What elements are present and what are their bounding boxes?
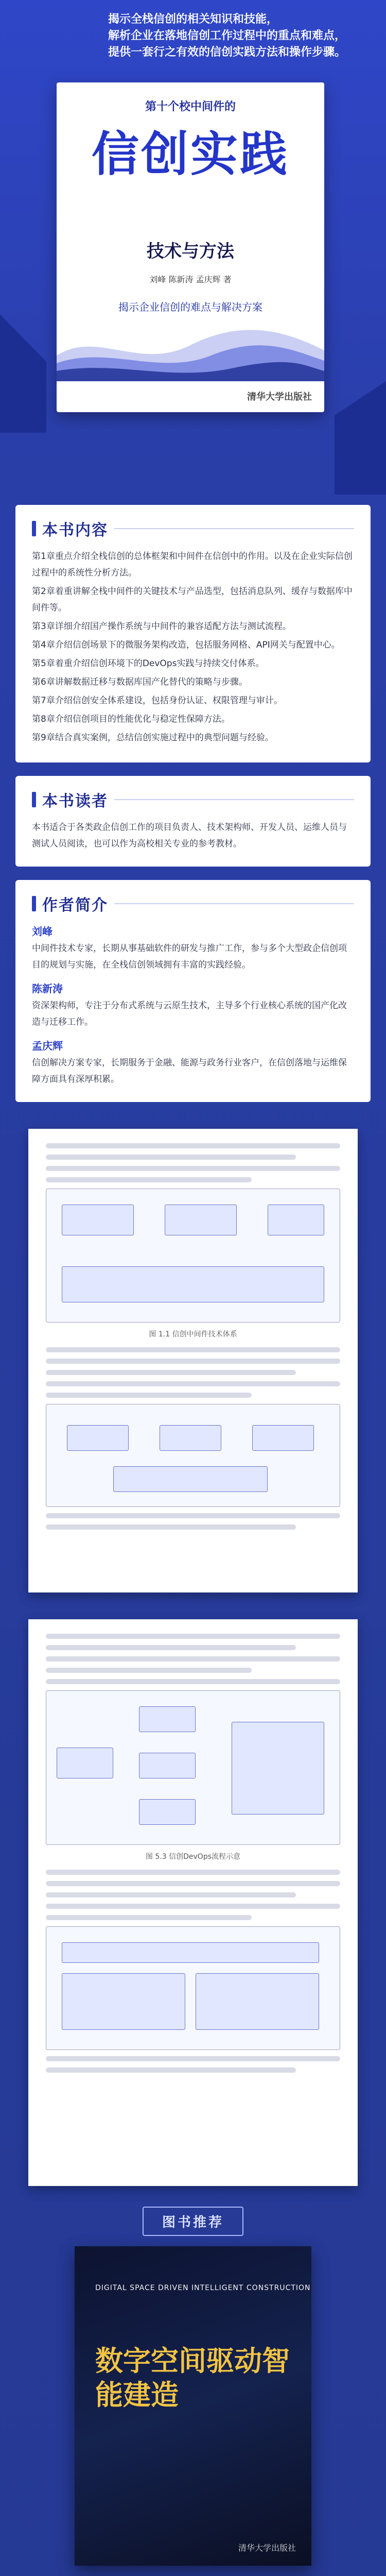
text-line — [46, 1370, 296, 1375]
author-bio: 信创解决方案专家，长期服务于金融、能源与政务行业客户，在信创落地与运维保障方面具有深厚积累。 — [32, 1058, 347, 1084]
text-line — [46, 1870, 340, 1875]
diagram-box — [139, 1706, 196, 1732]
diagram-box — [62, 1205, 134, 1235]
cover-accent-left — [0, 314, 46, 433]
text-line — [46, 1881, 340, 1886]
recommend-header — [0, 2207, 386, 2236]
section-divider — [114, 528, 354, 529]
section-header — [32, 788, 354, 811]
section-title: 本书内容 — [42, 521, 108, 539]
cover-subtitle: 技术与方法 — [147, 241, 234, 262]
diagram-box — [165, 1205, 237, 1235]
section-bar — [32, 792, 36, 807]
text-line — [46, 1143, 340, 1148]
text-line — [46, 1656, 340, 1662]
diagram-box — [62, 1942, 319, 1963]
section-divider — [114, 903, 354, 904]
section-header — [32, 892, 354, 915]
text-line — [46, 1155, 296, 1160]
text-line — [46, 1177, 252, 1182]
book-title: 数字空间驱动智能建造 — [95, 2345, 290, 2411]
section-title: 本书读者 — [42, 792, 108, 810]
diagram-box — [62, 1266, 324, 1302]
intro-paragraph: 第5章着重介绍信创环境下的DevOps实践与持续交付体系。 — [32, 658, 265, 669]
intro-paragraph: 第3章详细介绍国产操作系统与中间件的兼容适配方法与测试流程。 — [32, 621, 291, 632]
sample-page — [28, 1619, 358, 2186]
sample-page — [28, 1129, 358, 1592]
text-line — [46, 1634, 340, 1639]
intro-paragraph: 第9章结合真实案例，总结信创实施过程中的典型问题与经验。 — [32, 733, 274, 743]
text-line — [46, 1347, 340, 1352]
book-cover — [57, 82, 324, 412]
diagram-box — [196, 1973, 319, 2030]
author-name: 孟庆辉 — [32, 1040, 63, 1052]
section-authors — [15, 880, 371, 1102]
text-line — [46, 1381, 340, 1386]
diagram-box — [113, 1466, 268, 1492]
book-publisher: 清华大学出版社 — [238, 2543, 296, 2553]
section-bar — [32, 896, 36, 911]
cover-authors: 刘峰 陈新涛 孟庆辉 著 — [149, 275, 232, 284]
text-line — [46, 1645, 296, 1650]
section-divider — [114, 799, 354, 800]
author-bio: 资深架构师，专注于分布式系统与云原生技术，主导多个行业核心系统的国产化改造与迁移工作。 — [32, 1001, 347, 1027]
diagram — [46, 1690, 340, 1845]
text-line — [46, 1904, 340, 1909]
cover-tagline: 揭示企业信创的难点与解决方案 — [118, 301, 262, 313]
intro-paragraph: 第8章介绍信创项目的性能优化与稳定性保障方法。 — [32, 714, 230, 724]
section-intro — [15, 505, 371, 762]
text-line — [46, 1679, 340, 1684]
diagram — [46, 1189, 340, 1323]
section-header — [32, 517, 354, 540]
readers-text: 本书适合于各类政企信创工作的项目负责人、技术架构师、开发人员、运维人员与测试人员阅读，也可以作为高校相关专业的参考教材。 — [32, 822, 347, 849]
intro-paragraph: 第7章介绍信创安全体系建设，包括身份认证、权限管理与审计。 — [32, 696, 283, 706]
diagram-box — [67, 1425, 129, 1451]
intro-paragraph: 第1章重点介绍全栈信创的总体框架和中间件在信创中的作用。以及在企业实际信创过程中的系统性分析方法。 — [32, 551, 353, 578]
cover-publisher: 清华大学出版社 — [247, 392, 312, 402]
text-line — [46, 1524, 296, 1530]
cover-wave-graphic — [57, 309, 324, 381]
slogan-line: 提供一套行之有效的信创实践方法和操作步骤。 — [108, 46, 346, 59]
text-line — [46, 1892, 296, 1897]
book-subtitle: DIGITAL SPACE DRIVEN INTELLIGENT CONSTRUCTION — [95, 2284, 311, 2292]
text-line — [46, 1915, 252, 1920]
recommended-book[interactable] — [75, 2246, 311, 2566]
cover-series: 第十个校中间件的 — [145, 100, 236, 113]
figure-caption: 图 5.3 信创DevOps流程示意 — [145, 1853, 241, 1861]
section-readers — [15, 776, 371, 867]
diagram-box — [62, 1973, 185, 2030]
diagram-box — [232, 1722, 324, 1815]
slogan-line: 解析企业在落地信创工作过程中的重点和难点， — [108, 29, 346, 42]
diagram-box — [268, 1205, 324, 1235]
diagram-box — [252, 1425, 314, 1451]
text-line — [46, 1359, 340, 1364]
text-line — [46, 1513, 340, 1518]
intro-paragraph: 第4章介绍信创场景下的微服务架构改造，包括服务网格、API网关与配置中心。 — [32, 640, 340, 650]
author-name: 刘峰 — [32, 925, 52, 938]
section-title: 作者简介 — [42, 896, 108, 914]
text-line — [46, 1393, 252, 1398]
slogan — [108, 11, 371, 61]
intro-text — [32, 548, 354, 746]
author-name: 陈新涛 — [32, 982, 63, 995]
figure-caption: 图 1.1 信创中间件技术体系 — [149, 1330, 237, 1338]
hero-header — [0, 0, 386, 505]
text-line — [46, 2067, 296, 2073]
diagram — [46, 1404, 340, 1507]
diagram-box — [160, 1425, 221, 1451]
text-line — [46, 1668, 252, 1673]
diagram — [46, 1926, 340, 2050]
author-bio: 中间件技术专家，长期从事基础软件的研发与推广工作，参与多个大型政企信创项目的规划与实施，在全栈信创领域拥有丰富的实践经验。 — [32, 943, 347, 970]
text-line — [46, 2056, 340, 2061]
diagram-box — [139, 1753, 196, 1778]
cover-accent-right — [335, 381, 386, 495]
slogan-line: 揭示全栈信创的相关知识和技能， — [108, 13, 278, 26]
diagram-box — [139, 1799, 196, 1825]
recommend-title: 图书推荐 — [143, 2207, 243, 2236]
section-bar — [32, 521, 36, 536]
intro-paragraph: 第6章讲解数据迁移与数据库国产化替代的策略与步骤。 — [32, 677, 248, 687]
intro-paragraph: 第2章着重讲解全栈中间件的关键技术与产品选型，包括消息队列、缓存与数据库中间件等。 — [32, 586, 353, 613]
text-line — [46, 1166, 340, 1171]
diagram-box — [57, 1748, 113, 1778]
cover-title: 信创实践 — [91, 127, 289, 182]
